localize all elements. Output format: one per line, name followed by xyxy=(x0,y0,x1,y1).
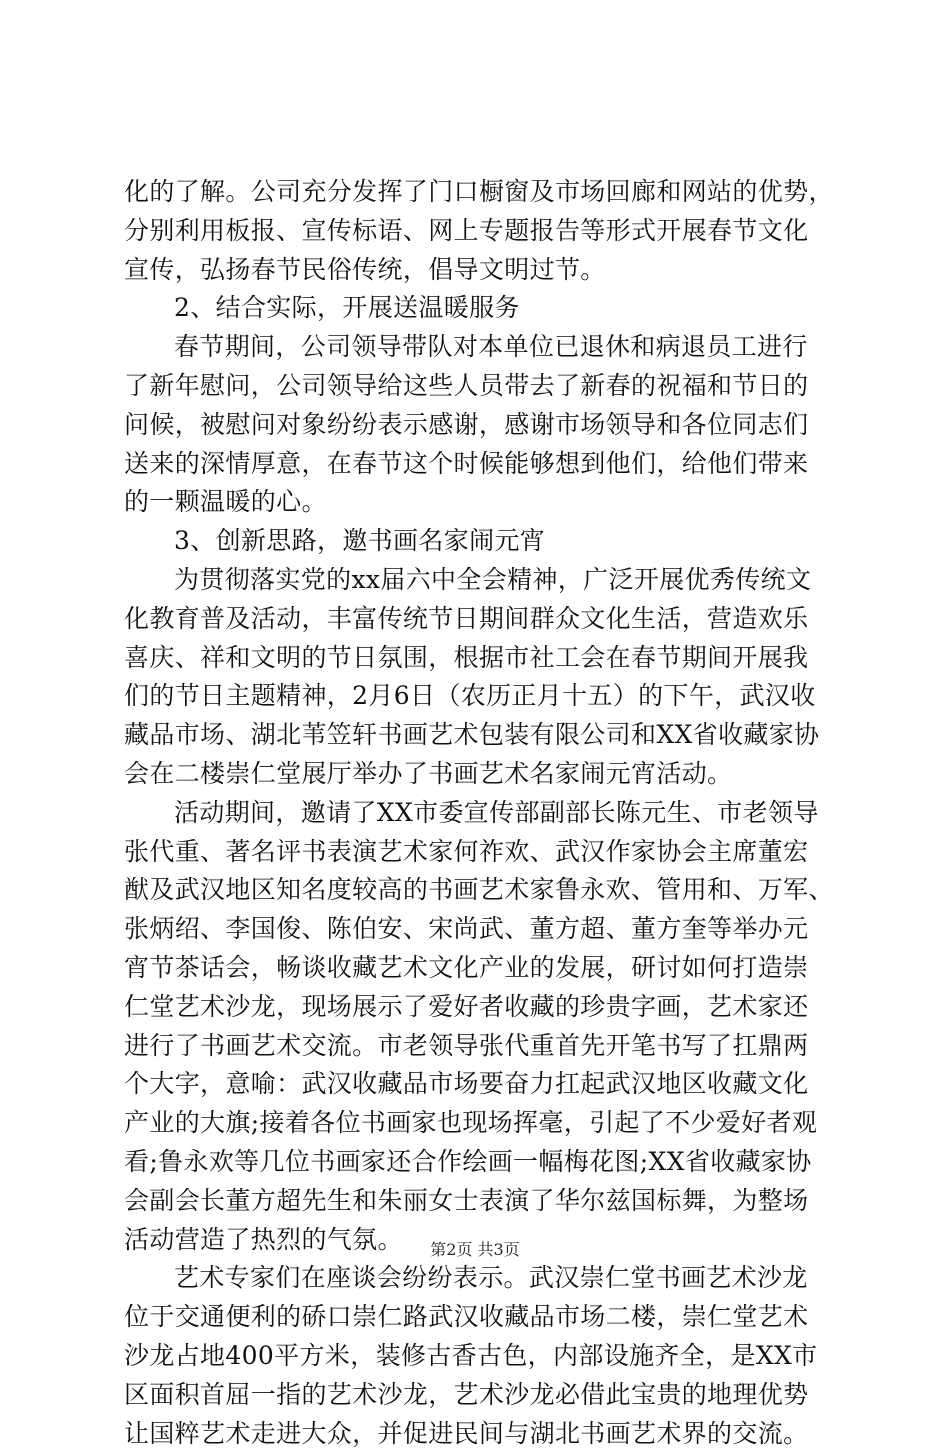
paragraph-start-line: 为贯彻落实党的xx届六中全会精神，广泛开展优秀传统文 xyxy=(124,561,844,600)
section-heading: 3、创新思路，邀书画名家闹元宵 xyxy=(124,522,844,561)
text-line: 了新年慰问，公司领导给这些人员带去了新春的祝福和节日的 xyxy=(124,367,844,406)
text-line: 张炳绍、李国俊、陈伯安、宋尚武、董方超、董方奎等举办元 xyxy=(124,910,844,949)
text-line: 分别利用板报、宣传标语、网上专题报告等形式开展春节文化 xyxy=(124,212,844,251)
section-heading: 2、结合实际，开展送温暖服务 xyxy=(124,289,844,328)
text-line: 们的节日主题精神，2月6日（农历正月十五）的下午，武汉收 xyxy=(124,677,844,716)
paragraph-start-line: 艺术专家们在座谈会纷纷表示。武汉崇仁堂书画艺术沙龙 xyxy=(124,1259,844,1298)
text-line: 会副会长董方超先生和朱丽女士表演了华尔兹国标舞，为整场 xyxy=(124,1182,844,1221)
text-line: 个大字，意喻：武汉收藏品市场要奋力扛起武汉地区收藏文化 xyxy=(124,1065,844,1104)
text-line: 问候，被慰问对象纷纷表示感谢，感谢市场领导和各位同志们 xyxy=(124,406,844,445)
text-line: 沙龙占地400平方米，装修古香古色，内部设施齐全，是XX市 xyxy=(124,1337,844,1376)
text-line: 的一颗温暖的心。 xyxy=(124,483,844,522)
text-line: 猷及武汉地区知名度较高的书画艺术家鲁永欢、管用和、万军、 xyxy=(124,871,844,910)
text-line: 化教育普及活动，丰富传统节日期间群众文化生活，营造欢乐 xyxy=(124,600,844,639)
text-line: 宣传，弘扬春节民俗传统，倡导文明过节。 xyxy=(124,251,844,290)
text-line: 进行了书画艺术交流。市老领导张代重首先开笔书写了扛鼎两 xyxy=(124,1027,844,1066)
page-number-footer: 第2页 共3页 xyxy=(0,1240,950,1260)
text-line: 会在二楼崇仁堂展厅举办了书画艺术名家闹元宵活动。 xyxy=(124,755,844,794)
text-line: 藏品市场、湖北苇笠轩书画艺术包装有限公司和XX省收藏家协 xyxy=(124,716,844,755)
text-line: 区面积首屈一指的艺术沙龙，艺术沙龙必借此宝贵的地理优势 xyxy=(124,1376,844,1415)
text-line: 位于交通便利的硚口崇仁路武汉收藏品市场二楼，崇仁堂艺术 xyxy=(124,1298,844,1337)
text-line: 仁堂艺术沙龙，现场展示了爱好者收藏的珍贵字画，艺术家还 xyxy=(124,988,844,1027)
text-line: 让国粹艺术走进大众，并促进民间与湖北书画艺术界的交流。 xyxy=(124,1415,844,1453)
text-line: 产业的大旗;接着各位书画家也现场挥毫，引起了不少爱好者观 xyxy=(124,1104,844,1143)
paragraph-start-line: 春节期间，公司领导带队对本单位已退休和病退员工进行 xyxy=(124,328,844,367)
paragraph-start-line: 活动期间，邀请了XX市委宣传部副部长陈元生、市老领导 xyxy=(124,794,844,833)
text-line: 看;鲁永欢等几位书画家还合作绘画一幅梅花图;XX省收藏家协 xyxy=(124,1143,844,1182)
text-line: 化的了解。公司充分发挥了门口橱窗及市场回廊和网站的优势， xyxy=(124,173,844,212)
text-line: 喜庆、祥和文明的节日氛围，根据市社工会在春节期间开展我 xyxy=(124,639,844,678)
document-body xyxy=(124,173,844,1453)
text-line: 张代重、著名评书表演艺术家何祚欢、武汉作家协会主席董宏 xyxy=(124,833,844,872)
text-line: 送来的深情厚意，在春节这个时候能够想到他们，给他们带来 xyxy=(124,445,844,484)
text-line: 活动营造了热烈的气氛。 xyxy=(124,1221,844,1260)
text-line: 宵节茶话会，畅谈收藏艺术文化产业的发展，研讨如何打造崇 xyxy=(124,949,844,988)
